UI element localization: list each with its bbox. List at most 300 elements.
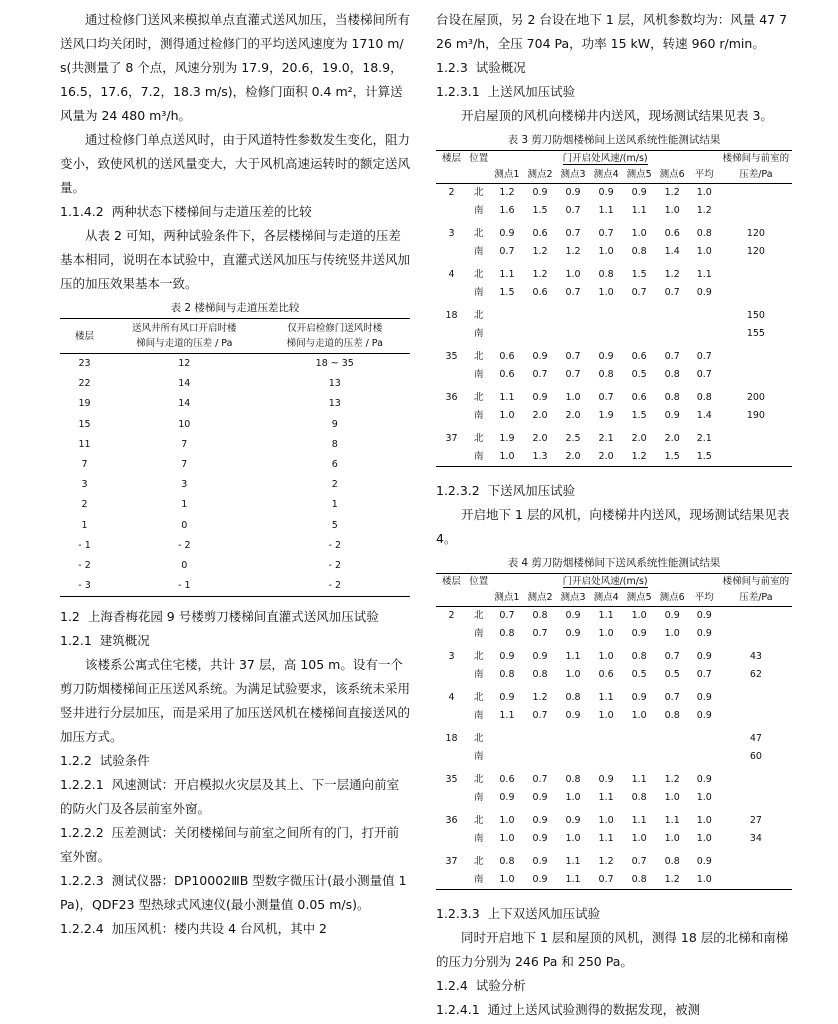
section-heading: 1.1.4.2 两种状态下楼梯间与走道压差的比较: [60, 204, 312, 219]
table-group-label: 门开启处风速/(m/s): [562, 153, 648, 164]
table-cell: [720, 448, 792, 467]
table-cell: [590, 730, 623, 748]
table-cell: 南: [467, 448, 490, 467]
table-cell: 2: [448, 187, 455, 198]
table-cell: 0.7: [565, 287, 581, 298]
table-row: [436, 771, 792, 789]
table-cell: 0.8: [532, 669, 548, 680]
body-paragraph: 1.2.2.4 加压风机：楼内共设 4 台风机，其中 2: [60, 921, 328, 937]
table-row: [60, 516, 410, 536]
table-cell: [720, 202, 792, 220]
table-cell: 1.1: [598, 205, 614, 216]
table-cell: 0.8: [631, 246, 647, 257]
table-cell: 北: [474, 392, 484, 403]
table-cell: 0.9: [696, 610, 712, 621]
table-cell: [436, 748, 467, 766]
table-row: [436, 366, 792, 384]
section-heading: 1.2.1 建筑概况: [60, 633, 150, 649]
table-cell: 11: [78, 438, 91, 450]
table-header-row: [436, 151, 792, 168]
table-cell: 北: [474, 815, 484, 826]
table-cell: 14: [178, 378, 191, 390]
table-cell: 0.9: [696, 628, 712, 639]
table-cell: 1.0: [598, 246, 614, 257]
table-cell: 1.0: [664, 205, 680, 216]
table-cell: 0.6: [532, 228, 548, 239]
table-cell: 62: [749, 669, 762, 680]
table-cell: 0.8: [598, 369, 614, 380]
table-cell: 0.7: [696, 669, 712, 680]
table-cell: 1.2: [664, 187, 680, 198]
table-cell: 22: [78, 378, 91, 390]
table-cell: 43: [749, 651, 762, 662]
table-cell: [689, 748, 720, 766]
table-cell: 0.7: [499, 610, 515, 621]
table-cell: 2.1: [696, 433, 712, 444]
table-row: [436, 625, 792, 643]
table-row: [436, 407, 792, 425]
table-body: [436, 607, 792, 890]
table-cell: 35: [445, 351, 458, 362]
table-cell: [623, 307, 656, 325]
table-cell: 北: [474, 733, 484, 744]
table-cell: 北: [474, 269, 484, 280]
table-cell: 1.2: [499, 187, 515, 198]
table-cell: 0.7: [565, 369, 581, 380]
table-cell: 0.8: [664, 710, 680, 721]
table-cell: - 2: [328, 560, 341, 572]
table-cell: 1.0: [631, 710, 647, 721]
table-cell: 1.1: [631, 205, 647, 216]
table-cell: 北: [474, 433, 484, 444]
table-cell: 北: [474, 651, 484, 662]
table-header-row: [436, 574, 792, 591]
table-cell: 1.1: [499, 269, 515, 280]
table-cell: 1.0: [664, 628, 680, 639]
table-cell: 1.2: [664, 774, 680, 785]
table-cell: 150: [746, 310, 765, 321]
table-cell: 0: [181, 519, 188, 531]
table-cell: 0.9: [664, 410, 680, 421]
table-header-cell: 楼梯间与前室的: [720, 574, 792, 591]
table-cell: 23: [78, 358, 91, 369]
table-cell: [623, 748, 656, 766]
table-4: [436, 573, 792, 890]
table-subheader-cell: 平均: [689, 167, 720, 184]
table-cell: 34: [749, 833, 762, 844]
table-cell: 2.0: [590, 448, 623, 467]
table-row: [436, 707, 792, 725]
table-cell: 1.0: [631, 228, 647, 239]
table-cell: 1.5: [499, 287, 515, 298]
table-cell: 1: [81, 519, 88, 531]
table-row: [60, 415, 410, 435]
table-cell: 北: [474, 692, 484, 703]
table-cell: 北: [474, 228, 484, 239]
table-cell: [590, 325, 623, 343]
table-cell: 3: [81, 479, 88, 491]
table-cell: [590, 307, 623, 325]
table-cell: 0.9: [565, 610, 581, 621]
table-cell: 南: [474, 205, 484, 216]
table-subheader-cell: 测点1: [490, 167, 523, 184]
table-cell: 0.8: [565, 692, 581, 703]
table-cell: 1.9: [598, 410, 614, 421]
table-cell: 0.9: [598, 187, 614, 198]
table-cell: 1.5: [656, 448, 689, 467]
table-cell: 0.8: [499, 856, 515, 867]
table-cell: 南: [474, 669, 484, 680]
table-cell: 1.6: [499, 205, 515, 216]
table-cell: 1.9: [499, 433, 515, 444]
table-cell: 0.7: [664, 692, 680, 703]
table-cell: 7: [181, 438, 188, 450]
table-subheader-cell: 测点3: [557, 167, 590, 184]
table-cell: [720, 625, 792, 643]
table-cell: 0.6: [499, 774, 515, 785]
table-cell: [436, 789, 467, 807]
table-cell: 0.6: [598, 669, 614, 680]
table-body: [60, 354, 410, 597]
table-cell: 1.0: [689, 871, 720, 890]
table-cell: [720, 430, 792, 448]
table-cell: 0.9: [631, 187, 647, 198]
table-cell: 1.3: [523, 448, 556, 467]
table-cell: 1.1: [696, 269, 712, 280]
table-row: [436, 284, 792, 302]
table-cell: [720, 771, 792, 789]
table-cell: 1.0: [490, 871, 523, 890]
table-cell: 南: [474, 246, 484, 257]
table-row: [436, 307, 792, 325]
table-cell: 13: [328, 378, 341, 390]
table-cell: 2.1: [598, 433, 614, 444]
table-cell: 0.7: [598, 392, 614, 403]
table-cell: 南: [467, 871, 490, 890]
section-heading: 1.2.2 试验条件: [60, 753, 150, 769]
table-cell: 0.5: [631, 669, 647, 680]
table-cell: 0.7: [664, 351, 680, 362]
table-cell: [490, 748, 523, 766]
body-paragraph: 1.2.4.1 通过上送风试验测得的数据发现，被测: [436, 1002, 701, 1017]
table-cell: - 3: [60, 576, 109, 597]
table-cell: 1.1: [565, 651, 581, 662]
table-cell: 南: [474, 328, 484, 339]
table-cell: 0.6: [631, 392, 647, 403]
table-cell: 南: [474, 710, 484, 721]
table-cell: 0.7: [590, 871, 623, 890]
table-cell: 7: [81, 459, 88, 471]
table-cell: 37: [445, 433, 458, 444]
table-cell: 1.5: [631, 410, 647, 421]
table-header-cell: 楼梯间与前室的: [720, 151, 792, 168]
table-cell: 0.9: [696, 774, 712, 785]
table-cell: 南: [474, 792, 484, 803]
table-cell: 0.7: [532, 710, 548, 721]
table-cell: [436, 366, 467, 384]
table-cell: 0.7: [532, 369, 548, 380]
table-cell: 1.0: [664, 792, 680, 803]
table-row: [60, 394, 410, 414]
table-subheader-cell: 压差/Pa: [720, 167, 792, 184]
table-cell: - 1: [109, 576, 260, 597]
table-cell: [523, 307, 556, 325]
table-cell: 0.8: [696, 392, 712, 403]
table-cell: [689, 307, 720, 325]
table-cell: 1.1: [598, 792, 614, 803]
table-cell: 1.0: [631, 833, 647, 844]
body-paragraph: 从表 2 可知，两种试验条件下，各层楼梯间与走道的压差基本相同，说明在本试验中，直灌式送风加压与传统竖井送风加压的加压效果基本一致。: [60, 228, 411, 291]
table-cell: 1.0: [565, 269, 581, 280]
table-subheader-cell: 测点5: [623, 590, 656, 607]
table-cell: 0.7: [532, 628, 548, 639]
table-cell: 4: [448, 269, 455, 280]
table-subheader-cell: 测点5: [623, 167, 656, 184]
table-row: [436, 607, 792, 626]
table-cell: 0.8: [664, 369, 680, 380]
table-cell: 1: [331, 499, 338, 511]
table-cell: 0.9: [696, 856, 712, 867]
table-cell: 南: [474, 410, 484, 421]
table-cell: 0.7: [565, 205, 581, 216]
table-row: [436, 389, 792, 407]
table-cell: [720, 789, 792, 807]
table-cell: 18: [445, 310, 458, 321]
table-cell: 12: [178, 358, 191, 369]
table-cell: 120: [746, 246, 765, 257]
table-subheader-cell: 测点2: [523, 590, 556, 607]
table-cell: - 1: [78, 539, 91, 551]
table-cell: [436, 830, 467, 848]
table-subheader-cell: 平均: [689, 590, 720, 607]
table-cell: 北: [474, 310, 484, 321]
table-cell: 1.1: [499, 710, 515, 721]
table-cell: 120: [746, 228, 765, 239]
table-row: [60, 495, 410, 515]
table-cell: [656, 307, 689, 325]
table-cell: 0.7: [696, 369, 712, 380]
table-cell: [523, 730, 556, 748]
table-cell: 0.6: [664, 228, 680, 239]
table-cell: 1.0: [499, 410, 515, 421]
table-subheader-cell: 测点3: [557, 590, 590, 607]
table-cell: [436, 871, 467, 890]
table-header-cell: 楼层: [60, 319, 109, 354]
table-row: [436, 812, 792, 830]
table-cell: 1.2: [532, 246, 548, 257]
table-cell: 1.0: [696, 815, 712, 826]
table-row: [436, 202, 792, 220]
table-cell: 18 ~ 35: [315, 358, 354, 369]
table-cell: 1.4: [664, 246, 680, 257]
table-cell: [436, 448, 467, 467]
table-cell: 190: [746, 410, 765, 421]
table-cell: 北: [474, 187, 484, 198]
table-cell: 8: [331, 438, 338, 450]
table-cell: 1.2: [664, 269, 680, 280]
table-cell: 1.2: [532, 692, 548, 703]
table-cell: [490, 307, 523, 325]
table-cell: [590, 748, 623, 766]
table-cell: 0.7: [631, 287, 647, 298]
table-2: [60, 318, 410, 597]
table-cell: 1.1: [664, 815, 680, 826]
table-cell: 0.8: [623, 871, 656, 890]
table-cell: 2.0: [532, 410, 548, 421]
table-cell: 1.5: [631, 269, 647, 280]
table-cell: 北: [474, 351, 484, 362]
table-cell: 南: [474, 628, 484, 639]
table-caption: 表 4 剪刀防烟楼梯间下送风系统性能测试结果: [507, 557, 721, 569]
table-cell: 1.2: [696, 205, 712, 216]
table-cell: 0.9: [532, 792, 548, 803]
table-cell: [623, 325, 656, 343]
table-row: [436, 666, 792, 684]
section-heading: 1.2.3 试验概况: [436, 60, 526, 75]
table-cell: 1.2: [598, 856, 614, 867]
table-cell: 0.7: [598, 228, 614, 239]
table-cell: 1.1: [598, 833, 614, 844]
table-cell: 1.1: [631, 815, 647, 826]
table-cell: [436, 666, 467, 684]
table-cell: 0.7: [664, 651, 680, 662]
table-cell: 0.6: [631, 351, 647, 362]
table-cell: [689, 325, 720, 343]
table-cell: 0.9: [631, 628, 647, 639]
table-cell: 0.9: [696, 287, 712, 298]
table-cell: - 2: [78, 560, 91, 572]
table-cell: 1.0: [490, 448, 523, 467]
table-cell: [436, 325, 467, 343]
table-cell: 0.9: [664, 610, 680, 621]
table-cell: 2: [331, 479, 338, 491]
table-cell: 1.5: [532, 205, 548, 216]
table-cell: 0.7: [696, 351, 712, 362]
table-cell: 1.0: [696, 187, 712, 198]
table-cell: 155: [746, 328, 765, 339]
table-cell: 0.9: [696, 710, 712, 721]
table-cell: [720, 607, 792, 626]
table-cell: 北: [474, 856, 484, 867]
table-cell: 0.9: [532, 815, 548, 826]
table-row: [436, 348, 792, 366]
table-subheader-cell: 测点6: [656, 167, 689, 184]
table-cell: [436, 284, 467, 302]
table-cell: 1.0: [499, 833, 515, 844]
table-cell: 19: [78, 398, 91, 410]
table-cell: [720, 689, 792, 707]
section-heading: 1.2.3.3 上下双送风加压试验: [436, 906, 601, 921]
table-subheader-cell: 测点4: [590, 167, 623, 184]
table-cell: [557, 748, 590, 766]
table-cell: [720, 853, 792, 871]
table-cell: 0.9: [499, 651, 515, 662]
table-cell: [490, 730, 523, 748]
table-cell: 0.9: [523, 871, 556, 890]
table-cell: 0.8: [499, 628, 515, 639]
table-subheader-cell: 测点4: [590, 590, 623, 607]
table-cell: 2.0: [565, 410, 581, 421]
table-cell: 0.9: [565, 628, 581, 639]
right-column: [436, 8, 792, 1022]
table-cell: 0.5: [664, 669, 680, 680]
table-header-cell: [490, 574, 719, 591]
table-row: [60, 374, 410, 394]
table-cell: [436, 625, 467, 643]
table-cell: 1.0: [664, 833, 680, 844]
table-row: [436, 225, 792, 243]
table-3: [436, 150, 792, 467]
table-subheader-cell: 压差/Pa: [720, 590, 792, 607]
table-row: [436, 789, 792, 807]
table-cell: 1.2: [623, 448, 656, 467]
section-heading: 1.2 上海香梅花园 9 号楼剪刀楼梯间直灌式送风加压试验: [60, 609, 379, 625]
table-cell: 9: [331, 418, 338, 430]
table-cell: 36: [445, 392, 458, 403]
table-cell: 3: [181, 479, 188, 491]
table-header-cell: 楼层: [436, 151, 467, 184]
table-row: [436, 243, 792, 261]
table-cell: 1.0: [565, 669, 581, 680]
table-cell: 1.2: [532, 269, 548, 280]
table-cell: 0.9: [696, 692, 712, 703]
table-cell: 0.7: [532, 774, 548, 785]
table-cell: 1.0: [696, 833, 712, 844]
table-header-row: [60, 319, 410, 354]
table-cell: 1.0: [565, 792, 581, 803]
table-cell: [523, 748, 556, 766]
table-cell: [720, 284, 792, 302]
left-column: [60, 8, 410, 941]
table-cell: 3: [448, 228, 455, 239]
table-cell: 1.0: [598, 287, 614, 298]
table-cell: 0.9: [532, 392, 548, 403]
body-paragraph: 1.2.2.3 测试仪器：DP10002ⅢB 型数字微压计(最小测量值 1 Pa)，QDF23 型热球式风速仪(最小测量值 0.05 m/s)。: [60, 873, 411, 913]
table-cell: 2.5: [565, 433, 581, 444]
table-cell: 南: [474, 833, 484, 844]
table-cell: 60: [749, 751, 762, 762]
table-cell: 2: [81, 499, 88, 511]
table-cell: 0.9: [499, 792, 515, 803]
table-cell: 1.2: [656, 871, 689, 890]
table-cell: 1.1: [631, 774, 647, 785]
table-cell: 0.8: [664, 392, 680, 403]
table-row: [436, 871, 792, 890]
table-row: [436, 853, 792, 871]
table-subheader-cell: 测点2: [523, 167, 556, 184]
table-row: [60, 455, 410, 475]
table-cell: [720, 266, 792, 284]
table-header-cell: 仅开启检修门送风时楼 梯间与走道的压差 / Pa: [260, 319, 411, 354]
table-cell: - 2: [328, 539, 341, 551]
table-cell: 1.1: [598, 610, 614, 621]
table-cell: [656, 325, 689, 343]
table-row: [436, 748, 792, 766]
table-cell: 1.4: [696, 410, 712, 421]
table-row: [436, 689, 792, 707]
table-subheader-cell: 测点6: [656, 590, 689, 607]
table-cell: [689, 730, 720, 748]
table-row: [60, 576, 410, 597]
table-cell: [436, 407, 467, 425]
table-cell: 南: [474, 287, 484, 298]
body-paragraph: 1.2.2.1 风速测试：开启模拟火灾层及其上、下一层通向前室的防火门及各层前室外窗。: [60, 777, 400, 817]
table-row: [60, 354, 410, 375]
table-cell: 36: [445, 815, 458, 826]
table-cell: 0.8: [499, 669, 515, 680]
table-cell: 0.8: [565, 774, 581, 785]
body-paragraph: 通过检修门送风来模拟单点直灌式送风加压，当楼梯间所有送风口均关闭时，测得通过检修门的平均送风速度为 1710 m/s(共测量了 8 个点，风速分别为 17.9，20.6，19.0，18.9，16.5，17.6，7.2，18.3 m/s)，检修门面积 0.4 m²，计算送风量为 24 480 m³/h。: [60, 12, 411, 123]
